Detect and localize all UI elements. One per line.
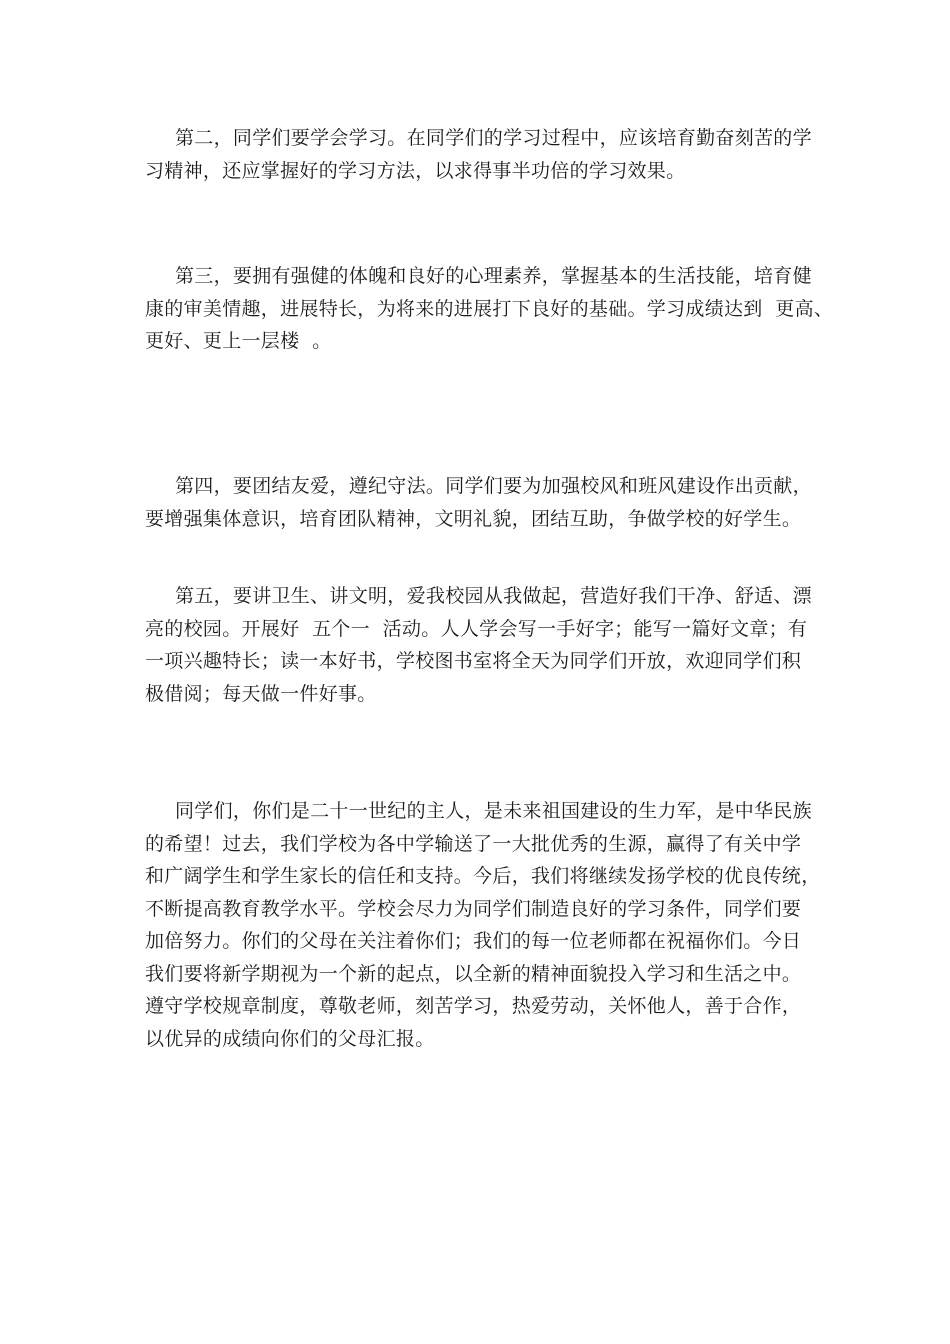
paragraph-line: 和广阔学生和学生家长的信任和支持。今后，我们将继续发扬学校的优良传统， [145,865,821,887]
paragraph-line: 的希望！过去，我们学校为各中学输送了一大批优秀的生源，赢得了有关中学 [145,832,802,855]
paragraph-line: 以优异的成绩向你们的父母汇报。 [145,1027,435,1050]
paragraph-line: 同学们，你们是二十一世纪的主人，是未来祖国建设的生力军，是中华民族 [175,800,812,822]
paragraph-line: 不断提高教育教学水平。学校会尽力为同学们制造良好的学习条件，同学们要 [145,897,802,920]
paragraph-fifth-point [145,580,825,710]
paragraph-line: 亮的校园。开展好 五个一 活动。人人学会写一手好字；能写一篇好文章；有 [145,617,808,640]
paragraph-line: 习精神，还应掌握好的学习方法，以求得事半功倍的学习效果。 [145,159,686,182]
paragraph-line: 康的审美情趣，进展特长，为将来的进展打下良好的基础。学习成绩达到 更高、 [145,297,834,320]
paragraph-fourth-point [145,470,825,535]
paragraph-line: 要增强集体意识，培育团队精神，文明礼貌，团结互助，争做学校的好学生。 [145,507,802,530]
paragraph-second-point [145,122,825,187]
paragraph-line: 加倍努力。你们的父母在关注着你们；我们的每一位老师都在祝福你们。今日 [145,930,802,952]
paragraph-line: 一项兴趣特长；读一本好书，学校图书室将全天为同学们开放，欢迎同学们积 [145,650,802,672]
paragraph-third-point [145,260,834,358]
paragraph-closing-address [145,795,825,1055]
paragraph-line: 我们要将新学期视为一个新的起点，以全新的精神面貌投入学习和生活之中。 [145,962,802,985]
paragraph-line: 第五，要讲卫生、讲文明，爱我校园从我做起，营造好我们干净、舒适、漂 [175,585,812,607]
paragraph-line: 极借阅；每天做一件好事。 [145,682,377,705]
paragraph-line: 遵守学校规章制度，尊敬老师，刻苦学习，热爱劳动，关怀他人，善于合作， [145,995,802,1017]
paragraph-line: 第四，要团结友爱，遵纪守法。同学们要为加强校风和班风建设作出贡献， [175,475,812,497]
paragraph-line: 第三，要拥有强健的体魄和良好的心理素养，掌握基本的生活技能，培育健 [175,265,812,287]
paragraph-line: 更好、更上一层楼 。 [145,330,332,352]
paragraph-line: 第二，同学们要学会学习。在同学们的学习过程中，应该培育勤奋刻苦的学 [175,127,812,149]
